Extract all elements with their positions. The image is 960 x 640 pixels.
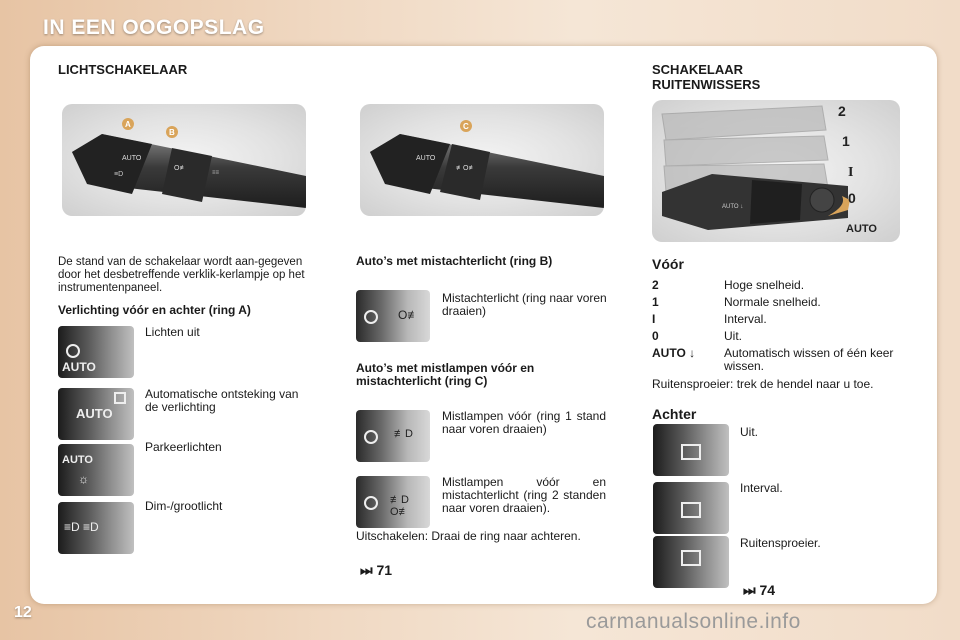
svg-text:O≢: O≢ bbox=[174, 165, 187, 172]
svg-text:AUTO: AUTO bbox=[122, 155, 142, 162]
rear-wiper-heading: Achter bbox=[652, 406, 697, 422]
front-rear-fog-thumb bbox=[356, 476, 430, 528]
rear-fog-icon: O≢ bbox=[398, 308, 420, 322]
front-item-row bbox=[652, 347, 902, 373]
front-item-desc: Interval. bbox=[724, 312, 767, 326]
wiper-switch-heading-line2: RUITENWISSERS bbox=[652, 77, 761, 92]
front-rear-fog-text: Mistlampen vóór en mistachterlicht (ring 2 standen naar voren draaien). bbox=[442, 475, 606, 515]
front-fog-icon: ≢D bbox=[394, 428, 413, 440]
front-item-key: AUTO ↓ bbox=[652, 346, 696, 360]
ring-b-heading: Auto’s met mistachterlicht (ring B) bbox=[356, 254, 553, 268]
front-item-key: 1 bbox=[652, 295, 659, 309]
wiper-switch-photo bbox=[652, 100, 900, 242]
auto-lights-thumb bbox=[58, 388, 134, 440]
front-wiper-heading: Vóór bbox=[652, 256, 684, 272]
wiper-position-0: 0 bbox=[848, 190, 856, 206]
rear-wiper-icon bbox=[681, 444, 701, 460]
headlight-icon: ≡D ≡D bbox=[64, 520, 99, 534]
dipped-main-beam-label: Dim-/grootlicht bbox=[145, 499, 223, 513]
parking-lights-label: Parkeerlichten bbox=[145, 440, 222, 454]
page-reference-number: 74 bbox=[759, 582, 776, 598]
front-fog-text: Mistlampen vóór (ring 1 stand naar voren draaien) bbox=[442, 409, 606, 436]
ring-a-badge: A bbox=[125, 120, 131, 129]
svg-text:≡≡: ≡≡ bbox=[212, 170, 220, 176]
dipped-main-beam-thumb bbox=[58, 502, 134, 554]
parking-lights-thumb bbox=[58, 444, 134, 496]
rear-washer-icon bbox=[681, 550, 701, 566]
lights-off-thumb bbox=[58, 326, 134, 378]
parking-light-icon: ☼ bbox=[78, 472, 89, 486]
indicator-intro-text: De stand van de schakelaar wordt aan-gegeven door het desbetreffende verklik-kerlampje op het instrumentenpaneel. bbox=[58, 256, 305, 294]
page-reference-71[interactable] bbox=[360, 562, 392, 579]
ring-c-badge: C bbox=[463, 122, 469, 131]
wiper-position-1: 1 bbox=[842, 133, 850, 149]
front-item-desc: Automatisch wissen of één keer wissen. bbox=[724, 346, 894, 373]
rear-fog-text: Mistachterlicht (ring naar voren draaien) bbox=[442, 291, 607, 318]
ring-b-badge: B bbox=[169, 128, 175, 137]
front-item-row bbox=[652, 279, 892, 292]
rear-wiper-interval-thumb bbox=[653, 482, 729, 534]
wiper-position-auto: AUTO bbox=[846, 223, 877, 235]
auto-lights-label: Automatische ontsteking van de verlichting bbox=[145, 387, 299, 414]
page-reference-number: 71 bbox=[376, 562, 393, 578]
wiper-position-2: 2 bbox=[838, 103, 846, 119]
page-number: 12 bbox=[14, 604, 32, 621]
ring-a-subheading: Verlichting vóór en achter (ring A) bbox=[58, 303, 251, 317]
rear-wiper-interval-label: Interval. bbox=[740, 481, 783, 495]
front-item-row bbox=[652, 296, 892, 309]
page-title: IN EEN OOGOPSLAG bbox=[43, 16, 265, 39]
switch-off-text: Uitschakelen: Draai de ring naar achteren. bbox=[356, 529, 581, 543]
ring-c-heading: Auto’s met mistlampen vóór en mistachterlicht (ring C) bbox=[356, 361, 535, 388]
light-switch-photo-ab bbox=[62, 104, 306, 216]
front-item-key: 0 bbox=[652, 329, 659, 343]
rear-fog-thumb bbox=[356, 290, 430, 342]
thumb-auto-label: AUTO bbox=[62, 360, 96, 374]
light-switch-photo-c bbox=[360, 104, 604, 216]
front-rear-fog-icon: ≢D O≢ bbox=[390, 494, 410, 518]
next-page-icon: ⏭ bbox=[360, 562, 373, 578]
light-switch-heading: LICHTSCHAKELAAR bbox=[58, 62, 188, 77]
washer-text: Ruitensproeier: trek de hendel naar u toe. bbox=[652, 377, 874, 391]
svg-text:AUTO: AUTO bbox=[416, 155, 436, 162]
rear-wiper-icon bbox=[681, 502, 701, 518]
front-item-row bbox=[652, 330, 892, 343]
rear-washer-label: Ruitensproeier. bbox=[740, 536, 821, 550]
watermark: carmanualsonline.info bbox=[586, 610, 801, 633]
wiper-position-interval: I bbox=[848, 165, 854, 180]
svg-text:≢O≢: ≢O≢ bbox=[456, 165, 476, 172]
thumb-auto-label: AUTO bbox=[76, 406, 113, 421]
wiper-switch-heading-line1: SCHAKELAAR bbox=[652, 62, 743, 77]
next-page-icon: ⏭ bbox=[743, 582, 756, 598]
svg-text:AUTO ↓: AUTO ↓ bbox=[722, 204, 744, 210]
page-reference-74[interactable] bbox=[743, 582, 775, 599]
front-item-row bbox=[652, 313, 892, 326]
rear-washer-thumb bbox=[653, 536, 729, 588]
rear-wiper-off-label: Uit. bbox=[740, 425, 758, 439]
front-item-desc: Normale snelheid. bbox=[724, 295, 821, 309]
front-item-desc: Hoge snelheid. bbox=[724, 278, 805, 292]
front-fog-thumb bbox=[356, 410, 430, 462]
rear-wiper-off-thumb bbox=[653, 424, 729, 476]
thumb-auto-label: AUTO bbox=[62, 454, 93, 466]
svg-text:≡D: ≡D bbox=[114, 171, 124, 178]
front-item-key: 2 bbox=[652, 278, 659, 292]
front-item-desc: Uit. bbox=[724, 329, 742, 343]
lights-off-label: Lichten uit bbox=[145, 325, 200, 339]
front-item-key: I bbox=[652, 312, 656, 326]
